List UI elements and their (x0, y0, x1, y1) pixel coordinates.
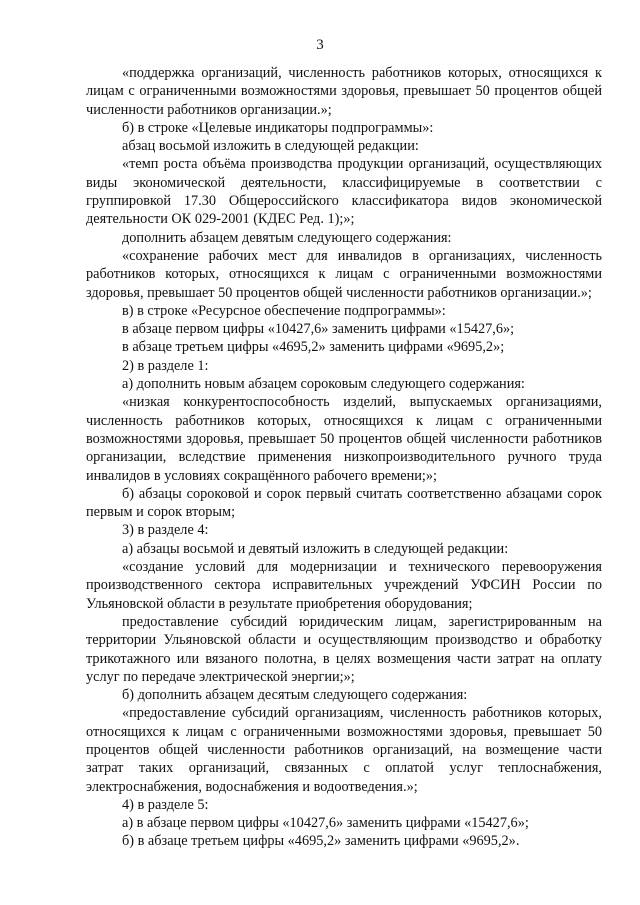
page-number: 3 (316, 37, 324, 53)
paragraph: в) в строке «Ресурсное обеспечение подпрограммы»: (122, 302, 446, 319)
paragraph: 3) в разделе 4: (122, 522, 209, 539)
paragraph: «создание условий для модернизации и технического перевооружения производственного сектора исправительных учреждений УФСИН России по Ульяновской области в результате приобретения оборудования; (86, 559, 602, 612)
paragraph: в абзаце первом цифры «10427,6» заменить цифрами «15427,6»; (122, 321, 515, 338)
paragraph: б) в строке «Целевые индикаторы подпрограммы»: (122, 119, 434, 136)
paragraph: а) в абзаце первом цифры «10427,6» заменить цифрами «15427,6»; (122, 815, 529, 832)
paragraph: абзац восьмой изложить в следующей редакции: (122, 138, 419, 155)
paragraph: б) дополнить абзацем десятым следующего содержания: (122, 687, 468, 704)
paragraph: 4) в разделе 5: (122, 796, 209, 813)
paragraph: в абзаце третьем цифры «4695,2» заменить цифрами «9695,2»; (122, 339, 505, 356)
paragraph: б) абзацы сороковой и сорок первый считать соответственно абзацами сорок первым и сорок вторым; (86, 485, 602, 521)
paragraph: «сохранение рабочих мест для инвалидов в организациях, численность работников которых, относящихся к лицам с ограниченными возможностями здоровья, превышает 50 процентов общей численности работников организации.»; (86, 247, 602, 301)
paragraph: «поддержка организаций, численность работников которых, относящихся к лицам с ограниченными возможностями здоровья, превышает 50 процентов общей численности работников организации.»; (86, 65, 602, 118)
paragraph: а) абзацы восьмой и девятый изложить в следующей редакции: (122, 540, 509, 557)
paragraph: «предоставление субсидий организациям, численность работников которых, относящихся к лицам с ограниченными возможностями здоровья, превышает 50 процентов общей численности работников организаций, на возмещение части затрат таких организаций, связанных с оплатой услуг теплоснабжения, электроснабжения, водоснабжения и водоотведения.»; (86, 705, 602, 795)
paragraph: 2) в разделе 1: (122, 357, 209, 374)
document-body (86, 64, 602, 851)
paragraph: дополнить абзацем девятым следующего содержания: (122, 229, 452, 246)
paragraph: б) в абзаце третьем цифры «4695,2» заменить цифрами «9695,2». (122, 833, 520, 850)
paragraph: а) дополнить новым абзацем сороковым следующего содержания: (122, 376, 525, 393)
paragraph: предоставление субсидий юридическим лицам, зарегистрированным на территории Ульяновской области и осуществляющим производство и обработку трикотажного или вязаного полотна, в целях возмещения части затрат на оплату услуг по передаче электрической энергии;»; (86, 613, 602, 685)
paragraph: «темп роста объёма производства продукции организаций, осуществляющих виды экономической деятельности, классифицируемые в соответствии с группировкой 17.30 Общероссийского классификатора видов экономической деятельности ОК 029-2001 (КДЕС Ред. 1);»; (86, 156, 602, 228)
paragraph: «низкая конкурентоспособность изделий, выпускаемых организациями, численность работников которых, относящихся к лицам с ограниченными возможностями здоровья, превышает 50 процентов общей численности работников организации, вследствие применения низкопроизводительного ручного труда инвалидов в условиях сокращённого рабочего времени;»; (86, 394, 602, 484)
